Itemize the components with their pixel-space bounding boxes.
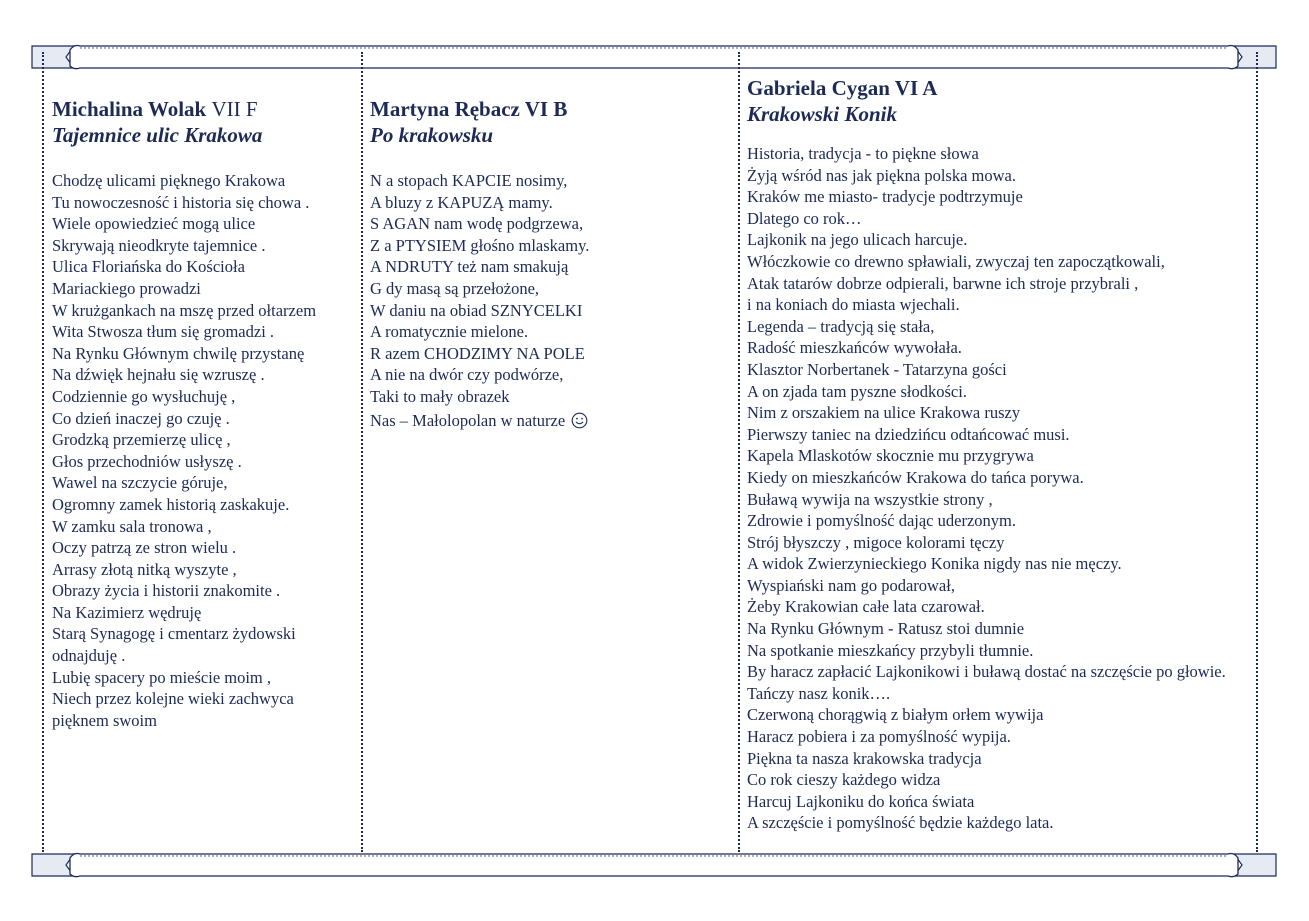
column-divider-2 bbox=[738, 52, 740, 852]
poem-line: Buławą wywija na wszystkie strony , bbox=[747, 489, 993, 509]
poem-line: Kiedy on mieszkańców Krakowa do tańca porywa. bbox=[747, 467, 1084, 487]
poem-line: Czerwoną chorągwią z białym orłem wywija bbox=[747, 705, 1044, 725]
poem-line: A szczęście i pomyślność będzie każdego lata. bbox=[747, 813, 1054, 833]
poem-line: Pierwszy taniec na dziedzińcu odtańcować musi. bbox=[747, 424, 1070, 444]
poem-column-2 bbox=[370, 96, 730, 434]
author-name: Gabriela Cygan bbox=[747, 76, 890, 100]
poem-line: Co dzień inaczej go czuję . bbox=[52, 408, 230, 428]
poem-line: S AGAN nam wodę podgrzewa, bbox=[370, 214, 584, 234]
smiley-face-icon bbox=[571, 412, 588, 429]
poem-line: N a stopach KAPCIE nosimy, bbox=[370, 171, 568, 190]
poem-line: i na koniach do miasta wjechali. bbox=[747, 295, 960, 315]
poem-line: Włóczkowie co drewno spławiali, zwyczaj ten zapoczątkowali, bbox=[747, 251, 1165, 271]
poem-line: Z a PTYSIEM głośno mlaskamy. bbox=[370, 235, 590, 255]
poem-line: Wyspiański nam go podarował, bbox=[747, 575, 955, 595]
poem-line: Na Rynku Głównym chwilę przystanę bbox=[52, 343, 305, 363]
poem-author bbox=[747, 75, 1247, 101]
poem-line: A nie na dwór czy podwórze, bbox=[370, 365, 564, 385]
poem-line: Zdrowie i pomyślność dając uderzonym. bbox=[747, 511, 1016, 531]
poem-line: Starą Synagogę i cmentarz żydowski bbox=[52, 624, 296, 644]
poem-line: Grodzką przemierzę ulicę , bbox=[52, 430, 231, 450]
column-divider-1 bbox=[361, 52, 363, 852]
author-name: Michalina Wolak bbox=[52, 97, 207, 121]
author-name: Martyna Rębacz bbox=[370, 97, 520, 121]
poem-line: Dlatego co rok… bbox=[747, 208, 862, 228]
poem-line: Oczy patrzą ze stron wielu . bbox=[52, 538, 237, 558]
poem-line: Skrywają nieodkryte tajemnice . bbox=[52, 235, 266, 255]
poem-line: Na Kazimierz wędruję bbox=[52, 602, 202, 622]
poem-line: A romatycznie mielone. bbox=[370, 322, 529, 342]
poem-lines bbox=[52, 170, 357, 731]
poem-line: Strój błyszczy , migoce kolorami tęczy bbox=[747, 532, 1005, 552]
poem-line: Niech przez kolejne wieki zachwyca bbox=[52, 689, 294, 709]
poem-line: Obrazy życia i historii znakomite . bbox=[52, 581, 281, 601]
poem-line: R azem CHODZIMY NA POLE bbox=[370, 343, 585, 363]
poem-column-3 bbox=[747, 75, 1247, 834]
poem-line: Taki to mały obrazek bbox=[370, 386, 510, 406]
poem-line: Klasztor Norbertanek - Tatarzyna gości bbox=[747, 359, 1007, 379]
poem-line: Codziennie go wysłuchuję , bbox=[52, 386, 236, 406]
poem-line: Tu nowoczesność i historia się chowa . bbox=[52, 192, 310, 212]
poem-line: odnajduję . bbox=[52, 646, 126, 666]
poem-column-1 bbox=[52, 96, 357, 731]
poem-line: Żyją wśród nas jak piękna polska mowa. bbox=[747, 165, 1016, 185]
poem-line: Nim z orszakiem na ulice Krakowa ruszy bbox=[747, 403, 1021, 423]
poem-line: pięknem swoim bbox=[52, 710, 157, 730]
poem-line: Wawel na szczycie góruje, bbox=[52, 473, 228, 493]
poem-line: Co rok cieszy każdego widza bbox=[747, 770, 941, 790]
poem-title: Po krakowsku bbox=[370, 123, 494, 147]
poem-line: A on zjada tam pyszne słodkości. bbox=[747, 381, 967, 401]
poem-line: Chodzę ulicami pięknego Krakowa bbox=[52, 171, 286, 190]
poem-author bbox=[370, 96, 730, 122]
poem-line: Atak tatarów dobrze odpierali, barwne ich stroje przybrali , bbox=[747, 273, 1139, 293]
poem-line: Haracz pobiera i za pomyślność wypija. bbox=[747, 727, 1011, 747]
poem-line: A bluzy z KAPUZĄ mamy. bbox=[370, 192, 553, 212]
bottom-ribbon-banner bbox=[30, 848, 1278, 882]
poem-line: Kraków me miasto- tradycje podtrzymuje bbox=[747, 187, 1023, 207]
poem-line: Na Rynku Głównym - Ratusz stoi dumnie bbox=[747, 619, 1025, 639]
poem-line: Ogromny zamek historią zaskakuje. bbox=[52, 494, 290, 514]
poem-line: W zamku sala tronowa , bbox=[52, 516, 212, 536]
poem-line: Ulica Floriańska do Kościoła bbox=[52, 257, 245, 277]
author-class: VI A bbox=[894, 76, 938, 100]
poem-author bbox=[52, 96, 357, 122]
poem-line: By haracz zapłacić Lajkonikowi i buławą dostać na szczęście po głowie. bbox=[747, 662, 1226, 682]
author-class: VI B bbox=[524, 97, 568, 121]
poem-line: Harcuj Lajkoniku do końca świata bbox=[747, 791, 975, 811]
poem-line: Legenda – tradycją się stała, bbox=[747, 316, 935, 336]
poem-line: Nas – Małolopolan w naturze bbox=[370, 410, 566, 430]
poem-line: Na spotkanie mieszkańcy przybyli tłumnie. bbox=[747, 640, 1034, 660]
poem-line: W daniu na obiad SZNYCELKI bbox=[370, 300, 583, 320]
poem-line: Na dźwięk hejnału się wzruszę . bbox=[52, 365, 265, 385]
poem-line: A NDRUTY też nam smakują bbox=[370, 257, 569, 277]
poem-line: Lajkonik na jego ulicach harcuje. bbox=[747, 230, 968, 250]
poem-line: Kapela Mlaskotów skocznie mu przygrywa bbox=[747, 446, 1034, 466]
poem-line: G dy masą są przełożone, bbox=[370, 278, 540, 298]
poem-title: Krakowski Konik bbox=[747, 102, 897, 126]
author-class: VII F bbox=[211, 97, 258, 121]
poem-line: Wiele opowiedzieć mogą ulice bbox=[52, 214, 256, 234]
poem-title: Tajemnice ulic Krakowa bbox=[52, 123, 263, 147]
poem-line: W krużgankach na mszę przed ołtarzem bbox=[52, 300, 317, 320]
poem-lines bbox=[370, 170, 730, 408]
poem-line: Radość mieszkańców wywołała. bbox=[747, 338, 962, 358]
poem-line: Wita Stwosza tłum się gromadzi . bbox=[52, 322, 275, 342]
poem-line: Arrasy złotą nitką wyszyte , bbox=[52, 559, 237, 579]
poem-last-line bbox=[370, 408, 730, 434]
poem-line: Historia, tradycja - to piękne słowa bbox=[747, 144, 979, 163]
poem-line: Mariackiego prowadzi bbox=[52, 278, 201, 298]
poem-line: A widok Zwierzynieckiego Konika nigdy nas nie męczy. bbox=[747, 554, 1122, 574]
poem-lines bbox=[747, 143, 1247, 834]
poem-line: Piękna ta nasza krakowska tradycja bbox=[747, 748, 982, 768]
poem-line: Tańczy nasz konik…. bbox=[747, 683, 891, 703]
poem-line: Głos przechodniów usłyszę . bbox=[52, 451, 242, 471]
poem-line: Żeby Krakowian całe lata czarował. bbox=[747, 597, 985, 617]
poem-line: Lubię spacery po mieście moim , bbox=[52, 667, 272, 687]
